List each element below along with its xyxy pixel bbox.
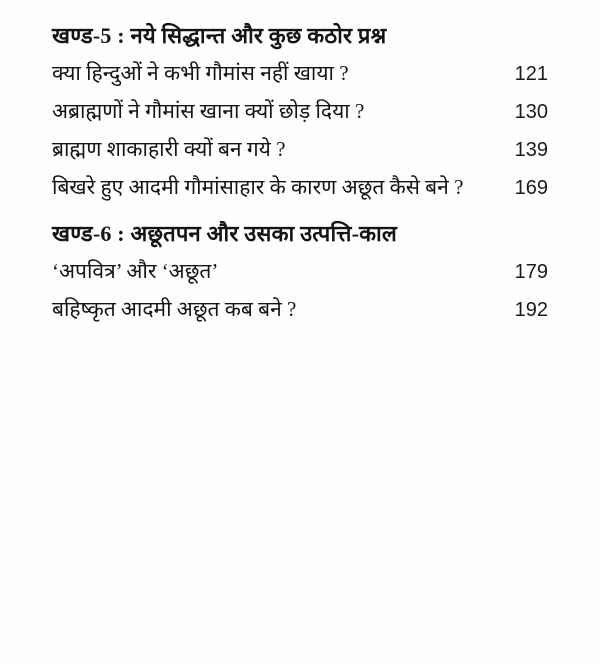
entry-title: ‘अपवित्र’ और ‘अछूत’ — [52, 259, 219, 283]
toc-entry — [52, 61, 548, 86]
toc-section-6 — [52, 222, 548, 322]
entry-title: क्या हिन्दुओं ने कभी गौमांस नहीं खाया ? — [52, 61, 349, 85]
toc-entry — [52, 259, 548, 284]
entry-page-number: 169 — [514, 177, 548, 199]
entry-page-number: 192 — [514, 299, 548, 321]
toc-section-5 — [52, 24, 548, 200]
entry-title: बिखरे हुए आदमी गौमांसाहार के कारण अछूत कैसे बने ? — [52, 175, 464, 199]
toc-entry — [52, 297, 548, 322]
entry-page-number: 179 — [514, 261, 548, 283]
entry-title: अब्राह्मणों ने गौमांस खाना क्यों छोड़ दिया ? — [52, 99, 365, 123]
section-heading: खण्ड-6 : अछूतपन और उसका उत्पत्ति-काल — [52, 221, 398, 246]
entry-title: बहिष्कृत आदमी अछूत कब बने ? — [52, 297, 297, 321]
entry-page-number: 139 — [514, 139, 548, 161]
entry-page-number: 121 — [514, 63, 548, 85]
section-heading: खण्ड-5 : नये सिद्धान्त और कुछ कठोर प्रश्न — [52, 23, 387, 48]
entry-page-number: 130 — [514, 101, 548, 123]
toc-entry — [52, 99, 548, 124]
entry-title: ब्राह्मण शाकाहारी क्यों बन गये ? — [52, 137, 286, 161]
table-of-contents — [52, 24, 548, 322]
toc-entry — [52, 175, 548, 200]
toc-entry — [52, 137, 548, 162]
